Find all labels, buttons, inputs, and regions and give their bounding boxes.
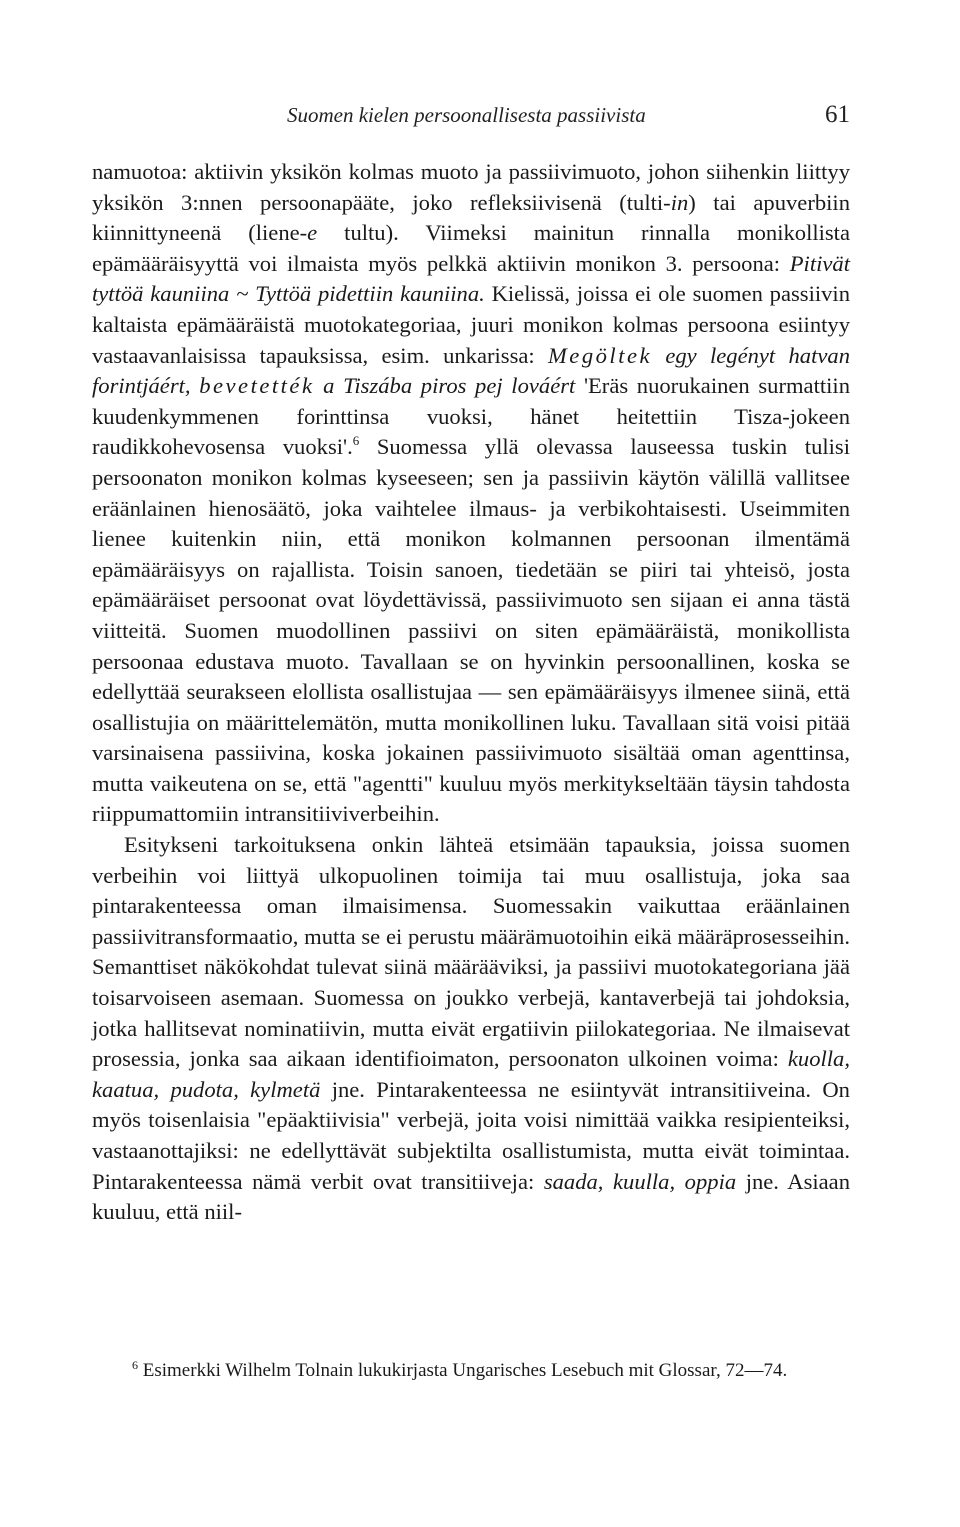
page-header [92,98,850,132]
p2-example-2: saada, kuulla, oppia [543,1168,737,1194]
p1-text-1: namuotoa: aktiivin yksikön kolmas muoto ja passiivimuoto, johon siihenkin liittyy yksikön 3:nnen persoonapääte, joko refleksiivisenä (tulti- [92,159,850,215]
footnote-number: 6 [132,1358,138,1372]
main-text [92,157,850,1228]
p2-text-3: jne. Asiaan kuuluu, että niil- [92,1168,850,1225]
p1-text-4: Kielissä, joissa ei ole suomen passiivin kaltaista epämääräistä muotokategoriaa, juuri monikon kolmas persoona esiintyy vastaavanlaisissa tapauksissa, esim. unkarissa: [92,281,850,368]
footnote-reference[interactable]: 6 [352,433,360,449]
page-number: 61 [825,101,850,128]
p1-hungarian-verb-2: bevetették [199,373,315,399]
p1-text-5: 'Eräs nuorukainen surmattiin kuudenkymmenen forinttinsa vuoksi, hänet heitettiin Tisza-jokeen raudikkohevosensa vuoksi'. [92,373,850,460]
paragraph-1 [92,157,850,830]
p1-text-6: Suomessa yllä olevassa lauseessa tuskin tulisi persoonaton monikon kolmas kyseeseen; sen ja passiivin käytön välillä vallitsee eräänlainen hienosäätö, joka vaihtelee ilmaus- ja verbikohtaisesti. Useimmiten lienee kuitenkin niin, että monikon kolmannen persoonan ilmentämä epämääräisyys on rajallista. Toisin sanoen, tiedetään se piiri tai yhteisö, josta epämääräiset persoonat ovat löydettävissä, passiivimuoto sen sijaan ei anna tästä viitteitä. Suomen muodollinen passiivi on siten epämääräistä, monikollista persoonaa edustava muoto. Tavallaan se on hyvinkin persoonallinen, koska se edellyttää seurakseen elollista osallistujaa — sen epämääräisyys ilmenee siinä, että osallistujia on määrittelemätön, mutta monikollinen luku. Tavallaan sitä voisi pitää varsinaisena passiivina, koska jokainen passiivimuoto sisältää oman agenttinsa, mutta vaikeutena on se, että "agentti" kuuluu myös merkitykseltään täysin tahdosta riippumattomiin intransitiiviverbeihin. [92,434,851,827]
p1-hungarian-text-1: egy legényt hatvan forintjáért, [92,342,850,399]
p2-example-1: kuolla, kaatua, pudota, kylmetä [92,1046,850,1102]
p1-text-2: ) tai apuverbiin kiinnittyneenä (liene- [92,189,850,246]
p1-hungarian-text-2: a Tiszába piros pej lováért [314,373,576,399]
p1-example-finnish: Pitivät tyttöä kauniina ~ Tyttöä pidettiin kauniina. [92,250,850,307]
p1-italic-e: e [307,220,318,246]
p1-text-3: tultu). Viimeksi mainitun rinnalla monikollista epämääräisyyttä voi ilmaista myös pelkkä aktiivin monikon 3. persoona: [92,220,850,276]
footnote-text: Esimerkki Wilhelm Tolnain lukukirjasta Ungarisches Lesebuch mit Glossar, 72—74. [142,1360,788,1381]
p2-text-1: Esitykseni tarkoituksena onkin lähteä etsimään tapauksia, joissa suomen verbeihin voi liittyä ulkopuolinen toimija tai muu osallistuja, joka saa pintarakenteessa oman ilmaisimensa. Suomessakin vaikuttaa eräänlainen passiivitransformaatio, mutta se ei perustu määrämuotoihin eikä määräprosesseihin. Semanttiset näkökohdat tulevat siinä määrääviksi, ja passiivi muotokategoriana jää toisarvoiseen asemaan. Suomessa on joukko verbejä, kantaverbejä tai johdoksia, jotka hallitsevat nominatiivin, mutta eivät ergatiivin piilokategoriaa. Ne ilmaisevat prosessia, jonka saa aikaan identifioimaton, persoonaton ulkoinen voima: [92,832,850,1072]
p2-text-2: jne. Pintarakenteessa ne esiintyvät intransitiiveina. On myös toisenlaisia "epäaktiivisia" verbejä, joita voisi nimittää vaikka resipienteiksi, vastaanottajiksi: ne edellyttävät subjektilta osallistumista, mutta eivät toimintaa. Pintarakenteessa nämä verbit ovat transitiiveja: [92,1076,850,1194]
paragraph-2 [92,830,850,1228]
running-title: Suomen kielen persoonallisesta passiivista [287,103,646,127]
p1-hungarian-verb-1: Megöltek [547,342,653,368]
footnote [92,1357,850,1384]
p1-italic-in: in [670,189,689,215]
